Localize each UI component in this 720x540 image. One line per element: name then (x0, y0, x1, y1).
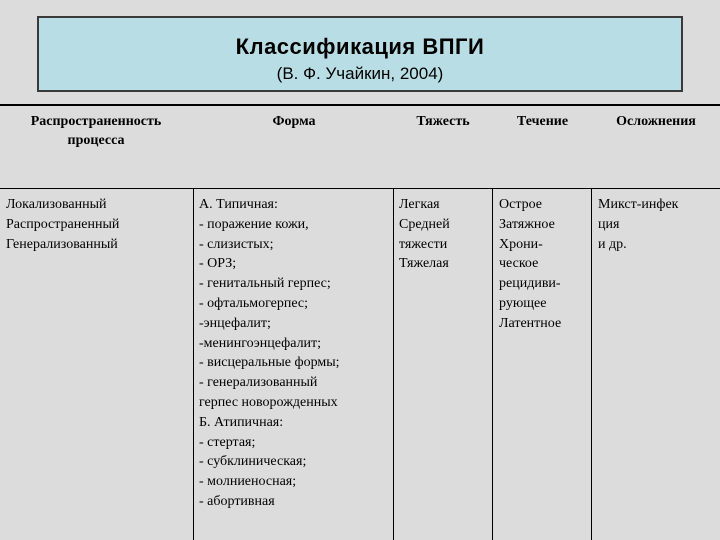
cell-line: - слизистых; (199, 236, 274, 252)
cell-line: рецидиви- (499, 276, 561, 292)
column-divider (393, 188, 394, 540)
cell-line: Затяжное (499, 216, 555, 232)
cell-line: Легкая (399, 197, 440, 212)
cell-line: - стертая; (199, 434, 256, 450)
slide-subtitle: (В. Ф. Учайкин, 2004) (276, 64, 444, 83)
cell-line: Генерализованный (6, 236, 118, 252)
cell-line: ческое (499, 256, 539, 272)
cell-line: Локализованный (6, 197, 107, 212)
cell-severity (399, 195, 450, 274)
header-line: Тяжесть (416, 114, 470, 129)
cell-line: рующее (499, 295, 547, 311)
cell-line: А. Типичная: (199, 197, 278, 212)
header-course (495, 112, 590, 131)
header-prevalence (2, 112, 190, 150)
column-divider (591, 188, 592, 540)
cell-line: - абортивная (199, 493, 275, 509)
cell-line: Хрони- (499, 236, 543, 252)
cell-line: тяжести (399, 236, 448, 252)
cell-line: - субклиническая; (199, 454, 307, 470)
cell-line: Острое (499, 197, 542, 212)
header-line: Течение (516, 114, 569, 129)
cell-line: -менингоэнцефалит; (199, 335, 322, 351)
cell-line: -энцефалит; (199, 315, 271, 331)
column-divider (492, 188, 493, 540)
cell-line: Тяжелая (399, 256, 449, 272)
cell-line: ция (598, 216, 620, 232)
cell-line: Б. Атипичная: (199, 414, 284, 430)
header-line: Распространенность (30, 114, 162, 129)
header-severity (396, 112, 490, 131)
cell-line: герпес новорожденных (199, 394, 338, 410)
cell-line: - висцеральные формы; (199, 355, 340, 371)
cell-line: Микст-инфек (598, 197, 679, 212)
header-line: Форма (272, 114, 316, 129)
cell-line: Распространенный (6, 216, 120, 232)
cell-line: - генитальный герпес; (199, 276, 331, 292)
slide-title: Классификация ВПГИ (235, 34, 485, 59)
header-form (196, 112, 392, 131)
cell-prevalence (6, 195, 119, 254)
title-box (37, 16, 683, 92)
cell-line: - ОРЗ; (199, 256, 237, 272)
cell-line: - офтальмогерпес; (199, 295, 309, 311)
header-line: Осложнения (616, 114, 696, 129)
cell-line: - поражение кожи, (199, 216, 309, 232)
cell-line: - генерализованный (199, 375, 318, 391)
cell-form (199, 195, 340, 512)
cell-line: - молниеносная; (199, 474, 297, 490)
header-complications (594, 112, 718, 131)
table-header-divider (0, 188, 720, 189)
header-line: процесса (67, 133, 125, 148)
cell-complications (598, 195, 678, 254)
table-top-border (0, 104, 720, 106)
cell-line: Латентное (499, 315, 562, 331)
cell-course (499, 195, 561, 334)
cell-line: Средней (399, 216, 450, 232)
column-divider (193, 188, 194, 540)
cell-line: и др. (598, 236, 627, 252)
